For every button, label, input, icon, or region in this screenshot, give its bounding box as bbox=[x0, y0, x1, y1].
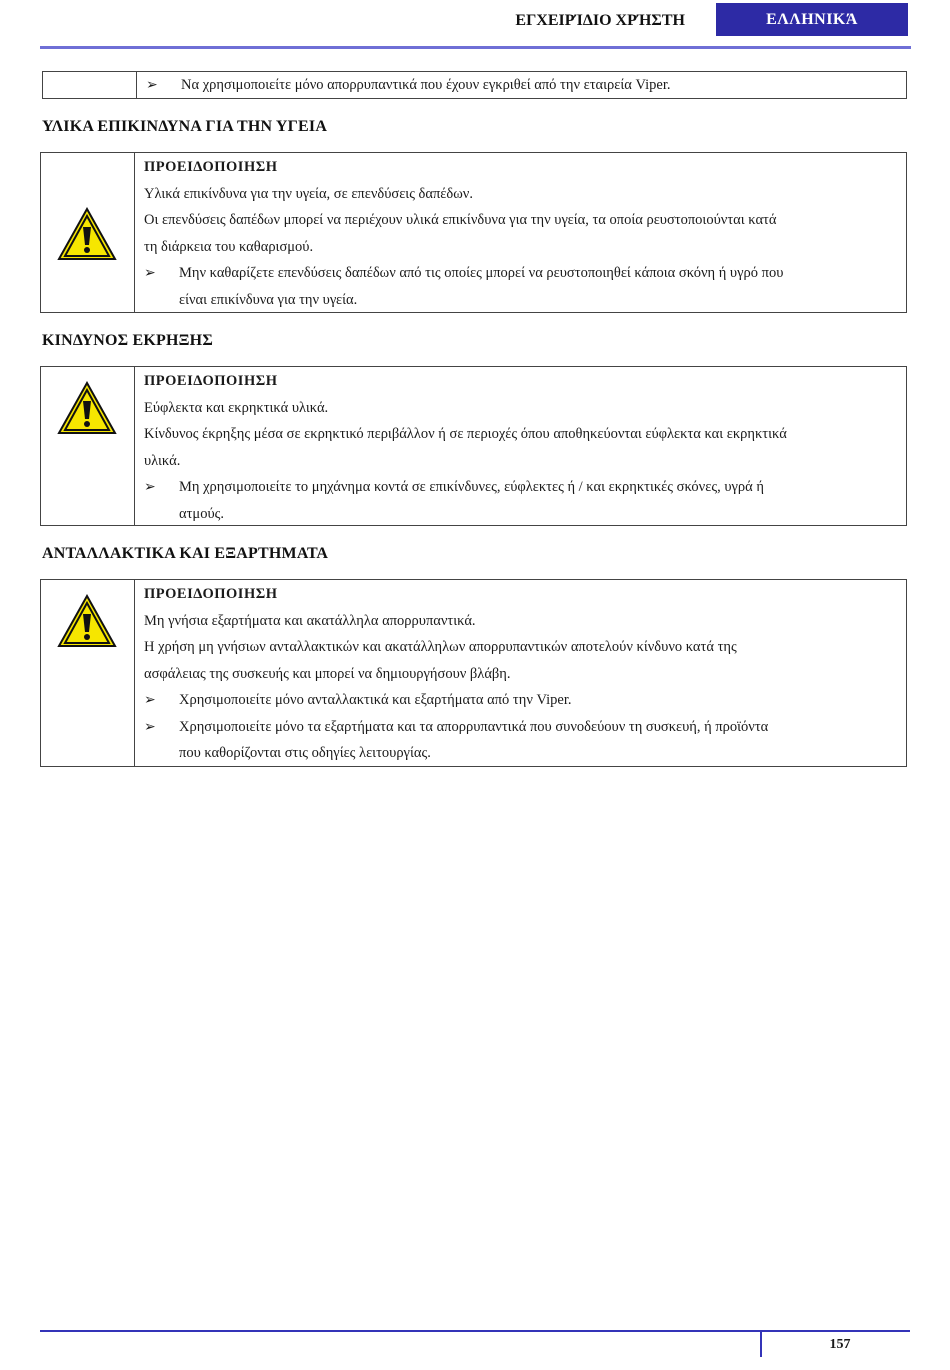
warning-subtitle: Υλικά επικίνδυνα για την υγεία, σε επενδύσεις δαπέδων. bbox=[144, 185, 473, 202]
header-divider bbox=[40, 46, 911, 49]
detergent-note-box bbox=[42, 71, 907, 99]
arrow-bullet-icon: ➢ bbox=[144, 718, 156, 735]
warning-subtitle: Μη γνήσια εξαρτήματα και ακατάλληλα απορρυπαντικά. bbox=[144, 612, 476, 629]
arrow-bullet-icon: ➢ bbox=[144, 265, 156, 281]
warning-bullet-line: είναι επικίνδυνα για την υγεία. bbox=[179, 291, 358, 308]
warning-description-line: υλικά. bbox=[144, 452, 181, 469]
warning-bullet-line: ατμούς. bbox=[179, 505, 224, 522]
warning-bullet-line: Μη χρησιμοποιείτε το μηχάνημα κοντά σε επικίνδυνες, εύφλεκτες ή / και εκρηκτικές σκόνες, υγρά ή bbox=[179, 479, 764, 495]
warning-bullet-line: Χρησιμοποιείτε μόνο ανταλλακτικά και εξαρτήματα από την Viper. bbox=[179, 692, 572, 708]
warning-description-line: Οι επενδύσεις δαπέδων μπορεί να περιέχουν υλικά επικίνδυνα για την υγεία, τα οποία ρευστοποιούνται κατά bbox=[144, 212, 777, 228]
detergent-note-text: Να χρησιμοποιείτε μόνο απορρυπαντικά που έχουν εγκριθεί από την εταιρεία Viper. bbox=[181, 77, 671, 93]
warning-bullet-line: που καθορίζονται στις οδηγίες λειτουργίας. bbox=[179, 745, 431, 761]
warning-box-explosion-risk bbox=[40, 366, 907, 526]
section-title-explosion-risk: ΚΙΝΔΥΝΟΣ ΕΚΡΗΞΗΣ bbox=[42, 332, 213, 349]
arrow-bullet-icon: ➢ bbox=[146, 77, 158, 93]
warning-bullet bbox=[144, 474, 896, 527]
manual-title: ΕΓΧΕΙΡΊΔΙΟ ΧΡΉΣΤΗ bbox=[515, 12, 685, 29]
footer-divider bbox=[40, 1330, 910, 1332]
warning-bullet bbox=[144, 687, 896, 714]
warning-label: ΠΡΟΕΙΔΟΠΟΙΗΣΗ bbox=[144, 159, 278, 175]
warning-triangle-icon bbox=[57, 381, 117, 435]
warning-label: ΠΡΟΕΙΔΟΠΟΙΗΣΗ bbox=[144, 373, 278, 389]
footer-separator bbox=[760, 1331, 762, 1357]
section-title-health-hazard: ΥΛΙΚΑ ΕΠΙΚΙΝΔΥΝΑ ΓΙΑ ΤΗΝ ΥΓΕΙΑ bbox=[42, 118, 328, 135]
warning-label: ΠΡΟΕΙΔΟΠΟΙΗΣΗ bbox=[144, 586, 278, 602]
warning-bullet-line: Χρησιμοποιείτε μόνο τα εξαρτήματα και τα απορρυπαντικά που συνοδεύουν τη συσκευή, ή προϊόντα bbox=[179, 718, 769, 735]
warning-triangle-icon bbox=[57, 594, 117, 648]
warning-bullet bbox=[144, 714, 896, 767]
warning-icon-cell bbox=[41, 580, 135, 766]
arrow-bullet-icon: ➢ bbox=[144, 479, 156, 495]
detergent-note-bullet bbox=[146, 72, 896, 99]
detergent-note-icon-cell bbox=[43, 72, 137, 98]
warning-icon-cell bbox=[41, 153, 135, 312]
warning-subtitle: Εύφλεκτα και εκρηκτικά υλικά. bbox=[144, 399, 329, 416]
warning-description-line: τη διάρκεια του καθαρισμού. bbox=[144, 238, 314, 255]
warning-description-line: Η χρήση μη γνήσιων ανταλλακτικών και ακατάλληλων απορρυπαντικών αποτελούν κίνδυνο κατά της bbox=[144, 639, 737, 655]
warning-icon-cell bbox=[41, 367, 135, 525]
warning-bullet bbox=[144, 260, 896, 313]
warning-bullet-line: Μην καθαρίζετε επενδύσεις δαπέδων από τις οποίες μπορεί να ρευστοποιηθεί κάποια σκόνη ή υγρό που bbox=[179, 265, 784, 281]
page-number: 157 bbox=[829, 1337, 851, 1352]
warning-description-line: Κίνδυνος έκρηξης μέσα σε εκρηκτικό περιβάλλον ή σε περιοχές όπου αποθηκεύονται εύφλεκτα και εκρηκτικά bbox=[144, 426, 787, 442]
arrow-bullet-icon: ➢ bbox=[144, 692, 156, 708]
language-badge: ΕΛΛΗΝΙΚΆ bbox=[716, 3, 908, 36]
warning-box-spare-parts bbox=[40, 579, 907, 767]
warning-triangle-icon bbox=[57, 207, 117, 261]
section-title-spare-parts: ΑΝΤΑΛΛΑΚΤΙΚΑ ΚΑΙ ΕΞΑΡΤΗΜΑΤΑ bbox=[42, 545, 329, 562]
warning-description-line: ασφάλειας της συσκευής και μπορεί να δημιουργήσουν βλάβη. bbox=[144, 665, 511, 682]
warning-box-health-hazard bbox=[40, 152, 907, 313]
